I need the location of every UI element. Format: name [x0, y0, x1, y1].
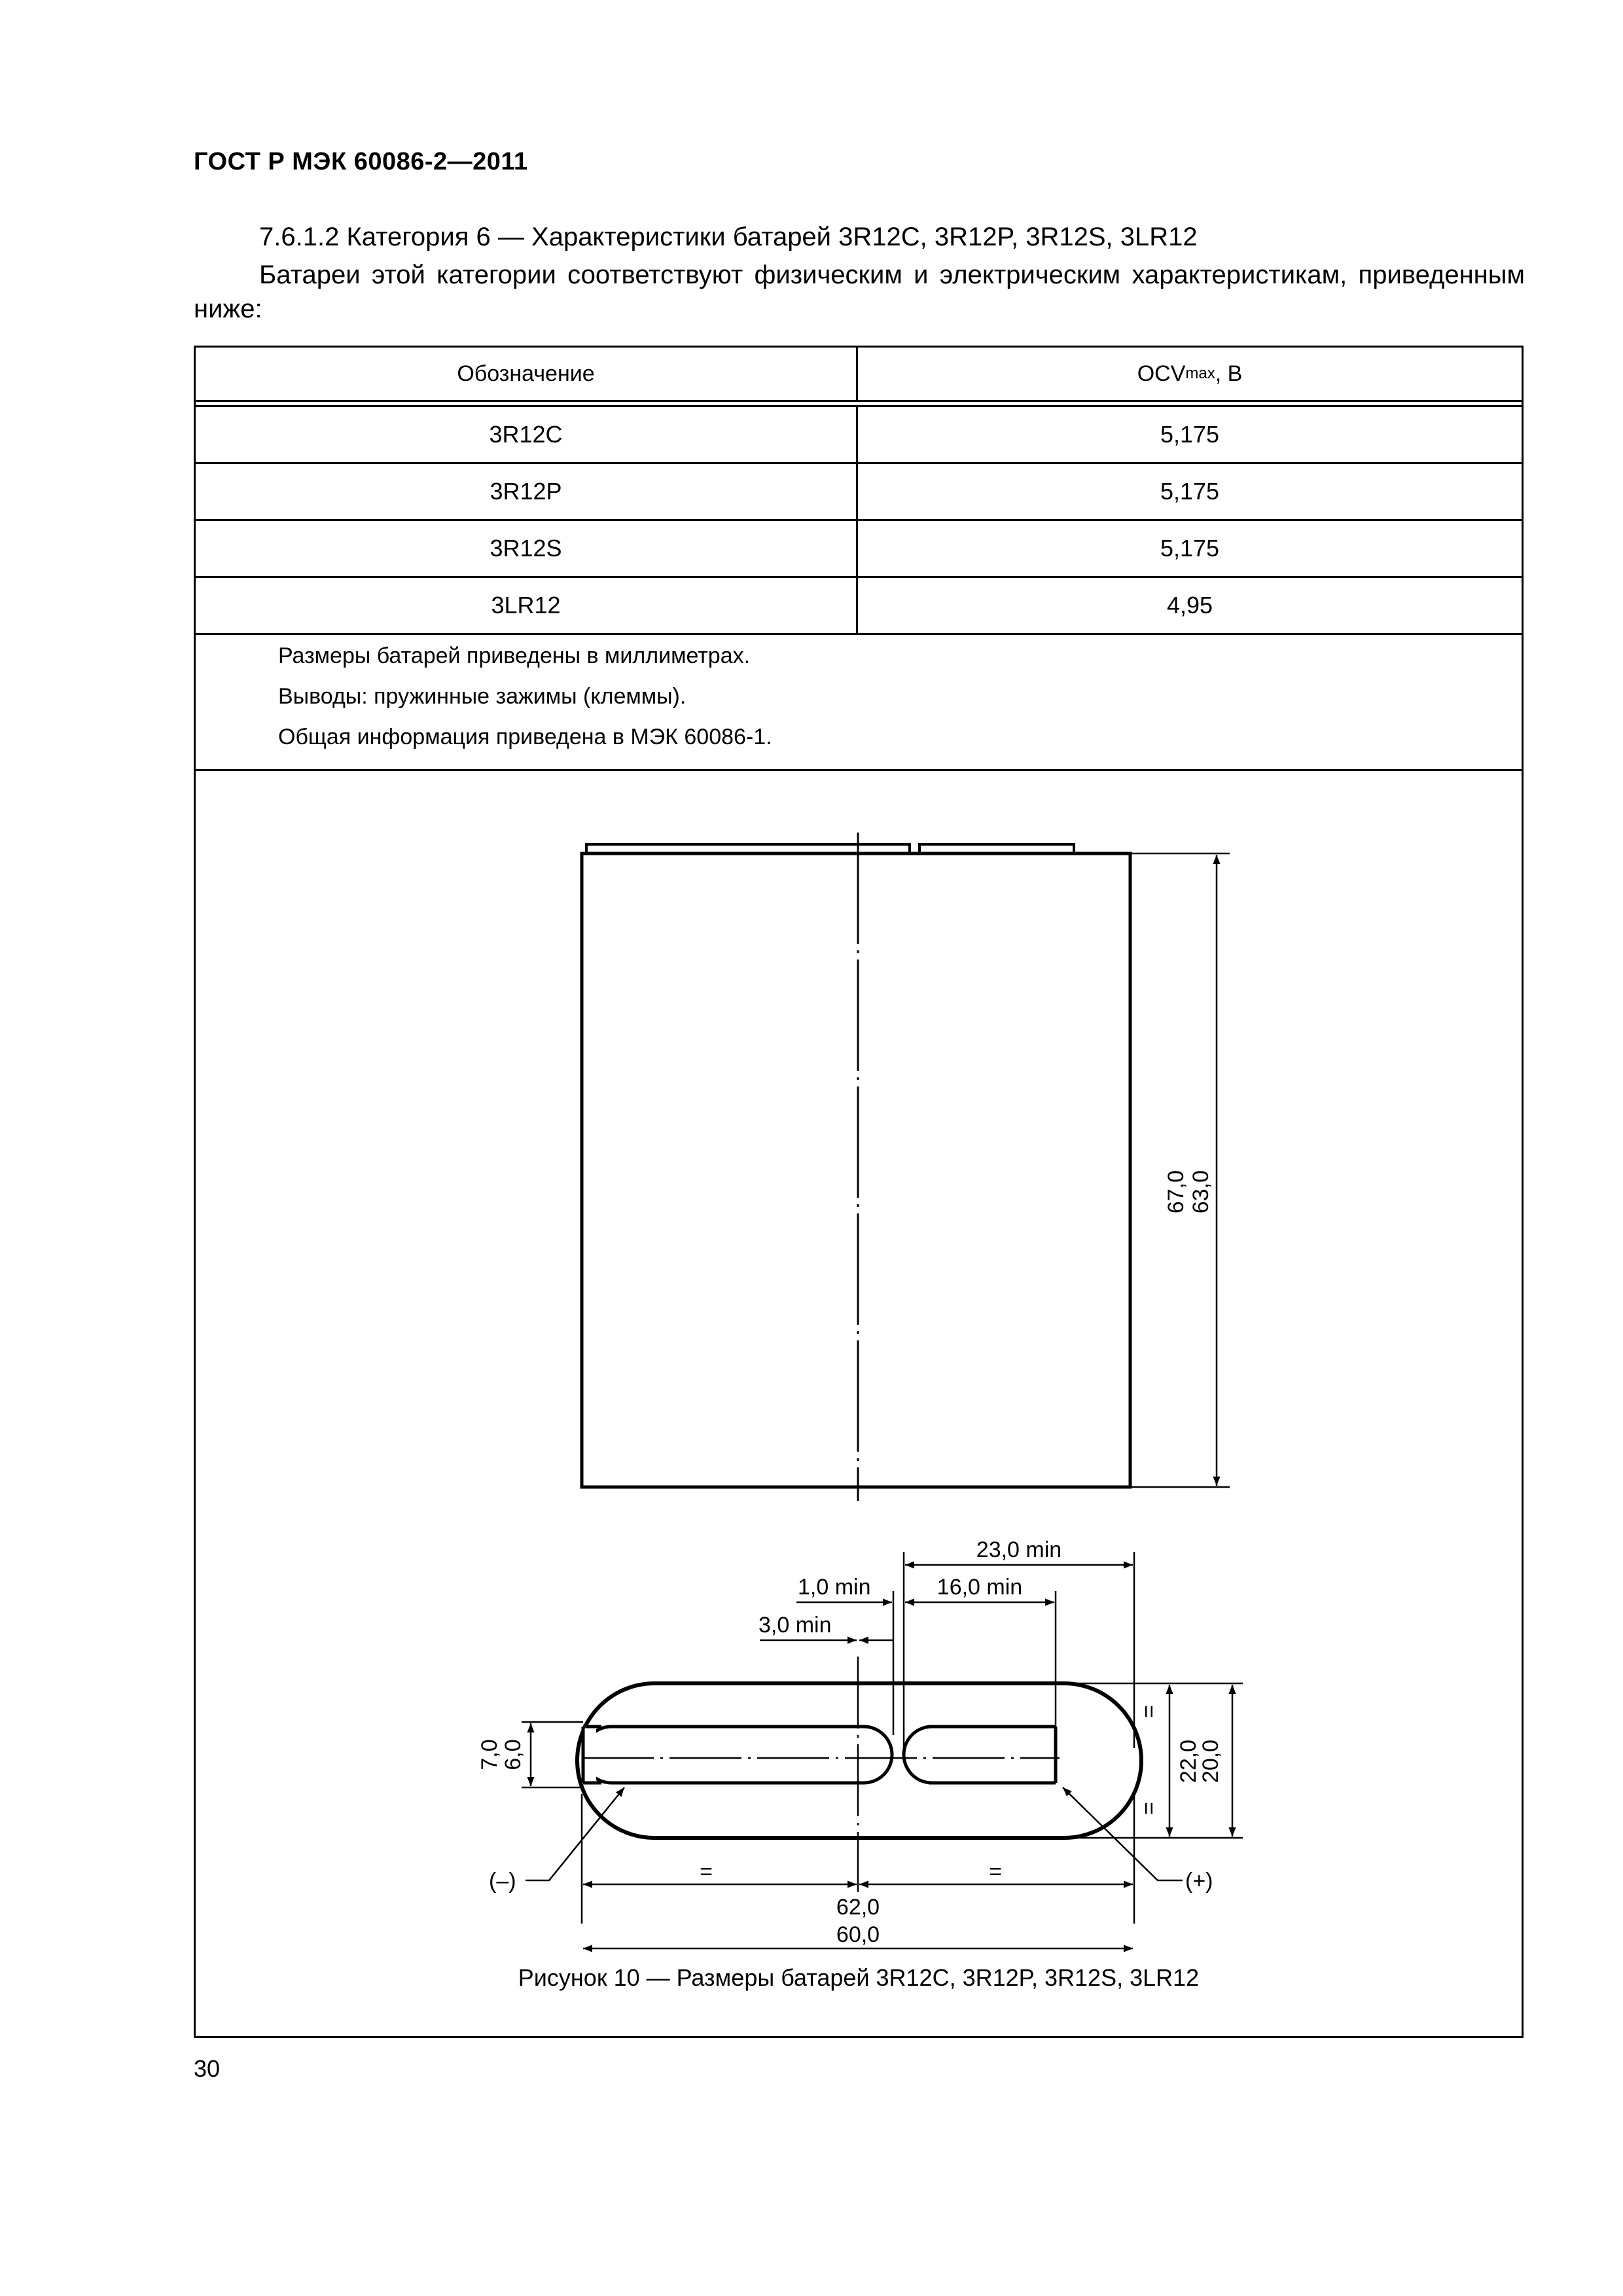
cell-designation: 3LR12 [196, 578, 858, 633]
length-min-label: 60,0 [836, 1922, 880, 1947]
dim-7-label: 7,0 [477, 1739, 502, 1770]
note-terminals: Выводы: пружинные зажимы (клеммы). [278, 684, 687, 709]
height-max-label: 67,0 [1164, 1170, 1188, 1214]
side-view [582, 833, 1230, 1501]
battery-dimension-drawing [196, 348, 1522, 2036]
negative-terminal-label: (–) [489, 1869, 516, 1893]
eq-bottom-left: = [700, 1859, 713, 1884]
note-general: Общая информация приведена в МЭК 60086-1. [278, 725, 772, 749]
note-dimensions: Размеры батарей приведены в миллиметрах. [278, 643, 751, 668]
negative-terminal-square [583, 1727, 596, 1783]
ocv-unit: , В [1215, 361, 1243, 386]
figure-caption: Рисунок 10 — Размеры батарей 3R12C, 3R12P, 3R12S, 3LR12 [518, 1964, 1200, 1991]
length-max-label: 62,0 [836, 1895, 880, 1920]
dim-6-label: 6,0 [501, 1739, 526, 1770]
dim-23-label: 23,0 min [976, 1537, 1062, 1562]
ocv-label: OCV [1137, 361, 1186, 386]
cell-ocv: 4,95 [1166, 592, 1213, 619]
positive-terminal-label: (+) [1185, 1869, 1213, 1893]
height-min-label: 63,0 [1188, 1170, 1213, 1214]
page-number: 30 [194, 2055, 221, 2082]
cell-designation: 3R12P [196, 464, 858, 519]
cell-ocv: 5,175 [1160, 478, 1220, 505]
dim-22-label: 22,0 [1176, 1739, 1201, 1784]
col-header-ocv: OCV max , В [1137, 361, 1243, 386]
cell-designation: 3R12C [196, 407, 858, 462]
eq-bottom-right: = [989, 1859, 1002, 1884]
dim-20-label: 20,0 [1198, 1739, 1223, 1784]
document-header: ГОСТ Р МЭК 60086-2—2011 [194, 148, 528, 175]
negative-terminal-slot [583, 1727, 892, 1783]
battery-table [194, 346, 1524, 2038]
col-header-designation: Обозначение [196, 348, 858, 400]
eq-upper-right: = [1137, 1705, 1162, 1718]
cell-designation: 3R12S [196, 521, 858, 576]
dim-3-label: 3,0 min [758, 1613, 832, 1638]
battery-side-outline [582, 853, 1130, 1487]
section-heading: 7.6.1.2 Категория 6 — Характеристики батарей 3R12C, 3R12P, 3R12S, 3LR12 [259, 223, 1198, 251]
intro-paragraph: Батареи этой категории соответствуют физическим и электрическим характеристикам, приведенным ниже: [194, 260, 1525, 323]
pos-leader [1063, 1787, 1183, 1880]
eq-lower-right: = [1137, 1802, 1162, 1815]
cell-ocv: 5,175 [1160, 535, 1220, 562]
top-view [522, 1552, 1243, 1948]
cell-ocv: 5,175 [1160, 421, 1220, 448]
neg-leader [526, 1787, 624, 1880]
dim-1-label: 1,0 min [798, 1575, 871, 1600]
dim-16-label: 16,0 min [936, 1575, 1023, 1600]
